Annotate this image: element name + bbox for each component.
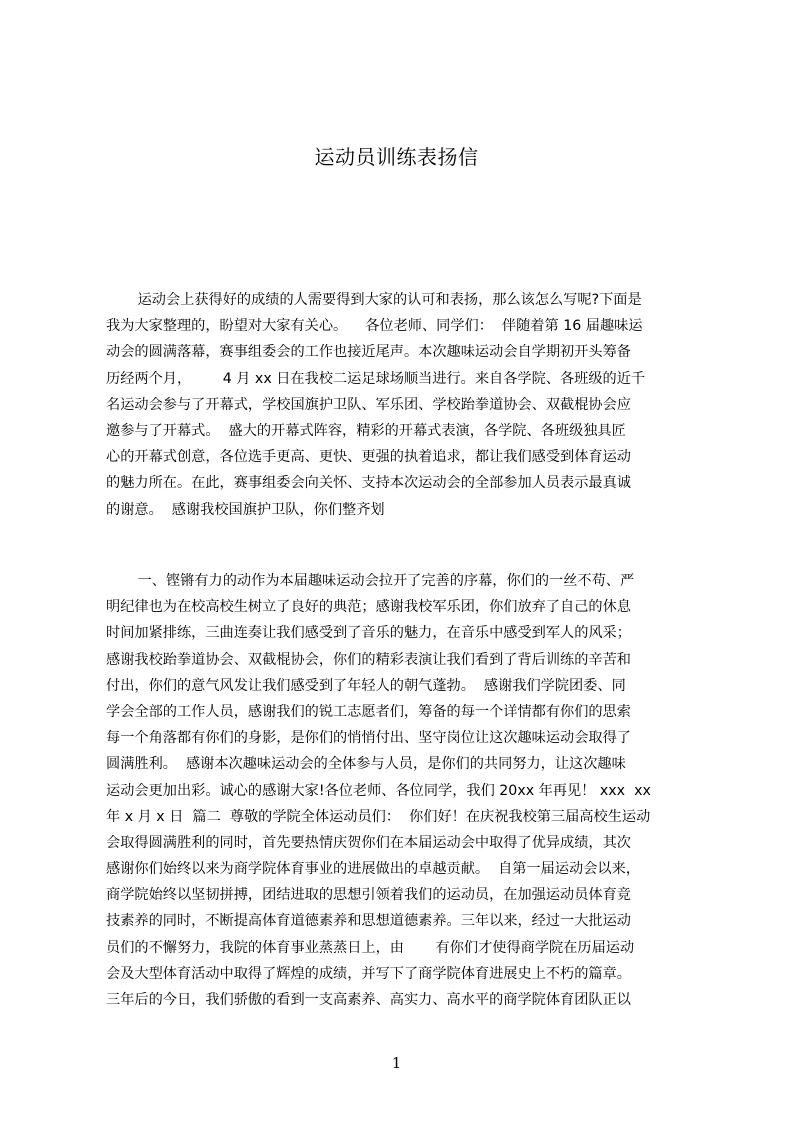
paragraph-intro (106, 287, 706, 523)
text-line: 商学院始终以坚韧拼搏，团结进取的思想引领着我们的运动员，在加强运动员体育竞 (106, 887, 631, 904)
text-line: 员们的不懈努力，我院的体育事业蒸蒸日上，由 有你们才使得商学院在历届运动 (106, 939, 635, 956)
text-line: 一、铿锵有力的动作为本届趣味运动会拉开了完善的序幕，你们的一丝不苟、严 (106, 573, 635, 589)
text-line: 圆满胜利。 感谢本次趣味运动会的全体参与人员，是你们的共同努力，让这次趣味 (106, 756, 626, 773)
text-line: 运动会上获得好的成绩的人需要得到大家的认可和表扬，那么该怎么写呢?下面是 (106, 292, 642, 308)
text-line: 明纪律也为在校高校生树立了良好的典范；感谢我校军乐团，你们放弃了自己的休息 (106, 599, 631, 616)
text-line: 动会的圆满落幕，赛事组委会的工作也接近尾声。本次趣味运动会自学期初开头筹备 (106, 344, 631, 361)
text-line: 的魅力所在。在此，赛事组委会向关怀、支持本次运动会的全部参加人员表示最真诚 (106, 475, 631, 492)
text-line: 感谢我校跆拳道协会、双截棍协会，你们的精彩表演让我们看到了背后训练的辛苦和 (106, 651, 631, 668)
text-line: 心的开幕式创意，各位选手更高、更快、更强的执着追求，都让我们感受到体育运动 (106, 449, 631, 466)
text-line: 感谢你们始终以来为商学院体育事业的进展做出的卓越贡献。 自第一届运动会以来， (106, 861, 640, 878)
text-line: 三年后的今日，我们骄傲的看到一支高素养、高实力、高水平的商学院体育团队正以 (106, 992, 631, 1008)
text-line: 我为大家整理的，盼望对大家有关心。 各位老师、同学们： 伴随着第 16 届趣味运 (106, 318, 643, 335)
text-line: 历经两个月， 4 月 xx 日在我校二运足球场顺当进行。来自各学院、各班级的近千 (106, 370, 646, 387)
text-line: 的谢意。 感谢我校国旗护卫队，你们整齐划 (106, 501, 385, 518)
text-line: 会取得圆满胜利的同时，首先要热情庆贺你们在本届运动会中取得了优异成绩，其次 (106, 834, 631, 851)
text-line: 会及大型体育活动中取得了辉煌的成绩，并写下了商学院体育进展史上不朽的篇章。 (106, 965, 631, 982)
text-line: 年 x 月 x 日 篇二 尊敬的学院全体运动员们： 你们好！在庆祝我校第三届高校生运动 (106, 808, 651, 825)
text-line: 付出，你们的意气风发让我们感受到了年轻人的朝气蓬勃。 感谢我们学院团委、同 (106, 677, 626, 694)
page-number: 1 (391, 1054, 402, 1072)
document-title: 运动员训练表扬信 (314, 145, 479, 169)
text-line: 技素养的同时，不断提高体育道德素养和思想道德素养。三年以来，经过一大批运动 (106, 913, 631, 930)
text-line: 时间加紧排练，三曲连奏让我们感受到了音乐的魅力，在音乐中感受到军人的风采； (106, 625, 631, 642)
text-line: 名运动会参与了开幕式，学校国旗护卫队、军乐团、学校跆拳道协会、双截棍协会应 (106, 396, 631, 413)
text-line: 邀参与了开幕式。 盛大的开幕式阵容，精彩的开幕式表演，各学院、各班级独具匠 (106, 422, 626, 439)
text-line: 每一个角落都有你们的身影，是你们的悄悄付出、坚守岗位让这次趣味运动会取得了 (106, 730, 631, 747)
text-line: 学会全部的工作人员，感谢我们的锐工志愿者们，筹备的每一个详情都有你们的思索 (106, 703, 631, 720)
text-line: 运动会更加出彩。诚心的感谢大家!各位老师、各位同学，我们 20xx 年再见！ xxx xx (106, 782, 651, 799)
paragraph-main (106, 568, 706, 1013)
